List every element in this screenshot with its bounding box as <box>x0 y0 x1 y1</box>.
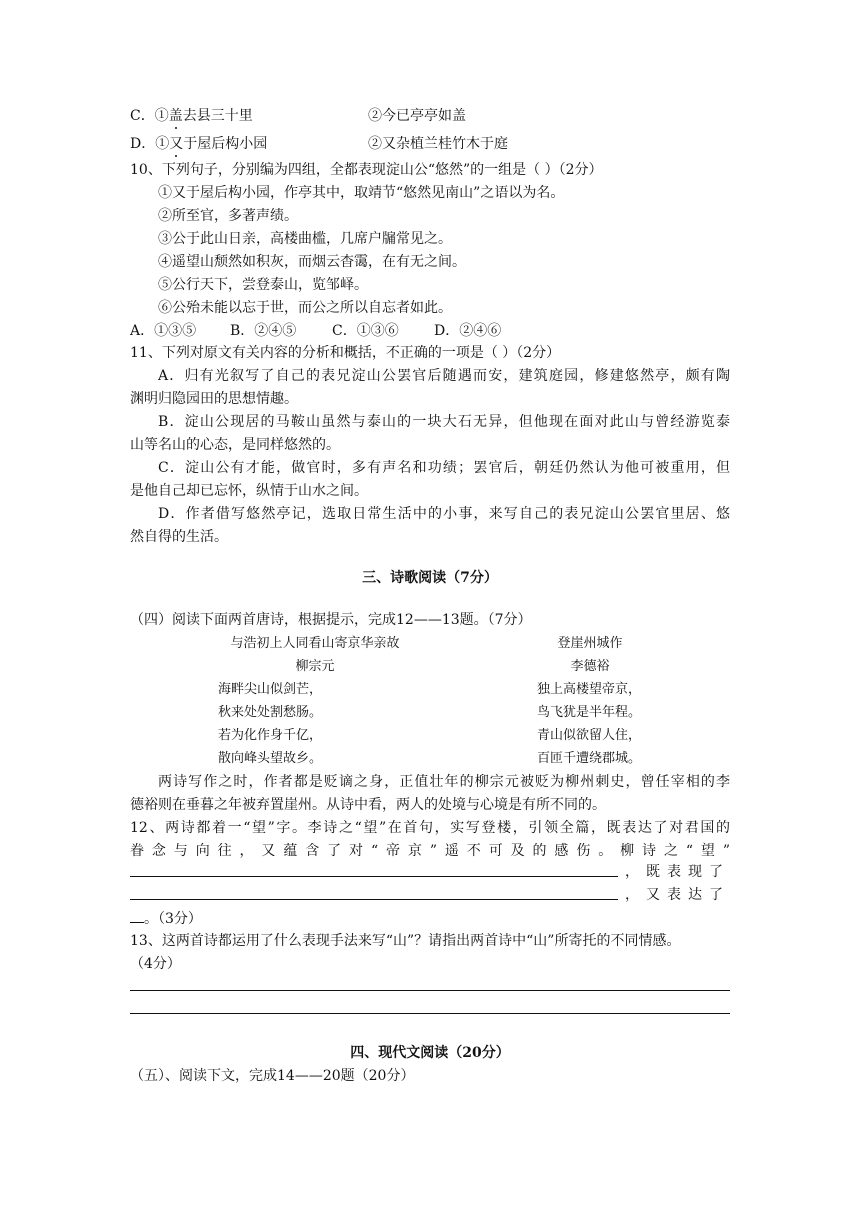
passage-4-note-cont: 德裕则在垂暮之年被弃置崖州。从诗中看，两人的处境与心境是有所不同的。 <box>130 797 606 813</box>
q9-option-c-second: ②今已亭亭如盖 <box>368 108 466 124</box>
poem-1-line: 海畔尖山似剑芒， <box>218 682 323 697</box>
q11-option-c-cont: 是他自己却已忘怀，纵情于山水之间。 <box>130 483 368 499</box>
q12-line-3: ，既表现了 <box>130 862 730 883</box>
poem-2-line: 青山似欲留人住， <box>537 728 642 743</box>
q10-option-c: C．①③⑥ <box>332 323 399 339</box>
q9-option-c-first: C．①盖去县三十里 <box>130 108 253 124</box>
q11-option-d: D．作者借写悠然亭记，选取日常生活中的小事，来写自己的表兄淀山公罢官里居、悠 <box>158 506 730 522</box>
q12-answer-blank-2[interactable] <box>130 885 618 900</box>
poem-1-title: 与浩初上人同看山寄京华亲故 <box>230 636 400 651</box>
q11-stem: 11、下列对原文有关内容的分析和概括，不正确的一项是（ ）（2分） <box>130 345 561 361</box>
q12-line-5: 。（3分） <box>130 908 202 929</box>
q12-line-1: 12、两诗都着一“望”字。李诗之“望”在首句，实写登楼，引领全篇，既表达了对君国的 <box>130 820 730 836</box>
q11-option-d-cont: 然自得的生活。 <box>130 529 228 545</box>
q11-option-b: B．淀山公现居的马鞍山虽然与泰山的一块大石无异，但他现在面对此山与曾经游览泰 <box>158 414 730 430</box>
q13-line-1: 13、这两首诗都运用了什么表现手法来写“山”？请指出两首诗中“山”所寄托的不同情感。 <box>130 933 681 949</box>
poem-2-line: 鸟飞犹是半年程。 <box>537 705 642 720</box>
q11-option-b-cont: 山等名山的心态，是同样悠然的。 <box>130 437 340 453</box>
q11-option-c: C．淀山公有才能，做官时，多有声名和功绩；罢官后，朝廷仍然认为他可被重用，但 <box>158 460 730 476</box>
q10-option-a: A．①③⑤ <box>130 323 197 339</box>
q12-line-2: 眷念与向往，又蕴含了对“帝京”遥不可及的感伤。柳诗之“望” <box>130 843 730 859</box>
q10-item: ③公于此山日亲，高楼曲槛，几席户牖常见之。 <box>158 231 452 247</box>
section-4-title: 四、现代文阅读（20分） <box>350 1045 510 1061</box>
q12-line-4: ，又表达了 <box>130 885 730 906</box>
q10-item: ⑥公殆未能以忘于世，而公之所以自忘者如此。 <box>158 300 452 316</box>
q10-item: ④遥望山颓然如积灰，而烟云杳霭，在有无之间。 <box>158 254 466 270</box>
q13-answer-line-1[interactable] <box>130 990 730 991</box>
q9-option-d-first: D．①又于屋后构小园 <box>130 136 268 152</box>
poem-1-line: 散向峰头望故乡。 <box>218 751 323 766</box>
q9-option-d-second: ②又杂植兰桂竹木于庭 <box>368 136 508 152</box>
q10-item: ⑤公行天下，尝登泰山，览邹峄。 <box>158 277 368 293</box>
q10-item: ②所至官，多著声绩。 <box>158 208 298 224</box>
passage-5-intro: （五）、阅读下文，完成14——20题（20分） <box>130 1068 415 1084</box>
q10-option-d: D．②④⑥ <box>434 323 502 339</box>
q13-answer-line-2[interactable] <box>130 1013 730 1014</box>
section-3-title: 三、诗歌阅读（7分） <box>362 570 498 586</box>
q11-option-a: A．归有光叙写了自己的表兄淀山公罢官后随遇而安，建筑庭园，修建悠然亭，颇有陶 <box>158 368 730 384</box>
q12-answer-blank-1[interactable] <box>130 862 618 877</box>
poem-2-line: 百匝千遭绕郡城。 <box>537 751 642 766</box>
passage-4-intro: （四）阅读下面两首唐诗，根据提示，完成12——13题。（7分） <box>130 612 532 628</box>
q10-stem: 10、下列句子，分别编为四组，全都表现淀山公“悠然”的一组是（ ）（2分） <box>130 162 603 178</box>
q10-item: ①又于屋后构小园，作亭其中，取靖节“悠然见南山”之语以为名。 <box>158 185 565 201</box>
poem-2-line: 独上高楼望帝京， <box>537 682 642 697</box>
q12-answer-blank-3[interactable] <box>130 908 144 923</box>
q11-option-a-cont: 渊明归隐园田的思想情趣。 <box>130 391 298 407</box>
poem-1-line: 秋来处处割愁肠。 <box>218 705 323 720</box>
poem-1-line: 若为化作身千亿， <box>218 728 323 743</box>
poem-2-author: 李德裕 <box>570 659 610 674</box>
poem-1-author: 柳宗元 <box>295 659 335 674</box>
q10-option-b: B．②④⑤ <box>230 323 297 339</box>
q13-line-2: （4分） <box>130 956 181 972</box>
passage-4-note: 两诗写作之时，作者都是贬谪之身，正值壮年的柳宗元被贬为柳州刺史，曾任宰相的李 <box>158 774 730 790</box>
poem-2-title: 登崖州城作 <box>557 636 623 651</box>
